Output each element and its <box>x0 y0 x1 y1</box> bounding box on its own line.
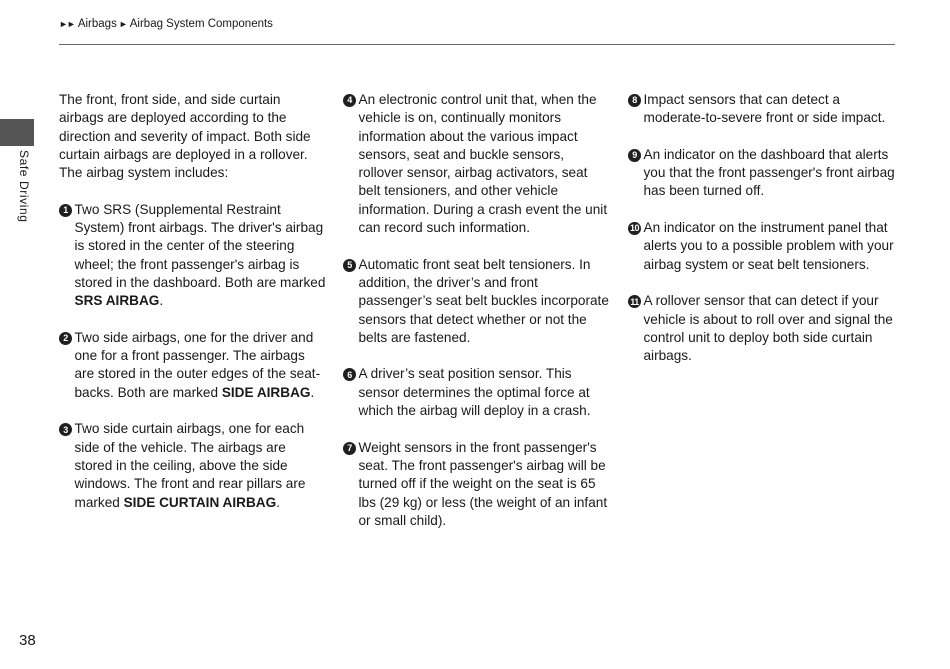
item-text: Two SRS (Supplemental Restraint System) front airbags. The driver's airbag is stored in the center of the steering wheel; the front passenger's airbag is stored in the dashboard. Both are marked SRS AIRBAG. <box>74 201 326 309</box>
list-item <box>343 365 611 420</box>
list-item <box>343 256 611 347</box>
item-number-badge: 8 <box>628 94 641 107</box>
item-text: An indicator on the instrument panel that alerts you to a possible problem with your airbag system or seat belt tensioners. <box>643 220 894 272</box>
list-item <box>628 146 896 201</box>
item-text: Weight sensors in the front passenger's seat. The front passenger's airbag will be turned off if the weight on the seat is 65 lbs (29 kg) or less (the weight of an infant or small child). <box>358 439 608 528</box>
column-1 <box>59 91 327 530</box>
item-number-badge: 1 <box>59 204 72 217</box>
list-item <box>343 91 611 237</box>
item-number-badge: 6 <box>343 368 356 381</box>
section-tab-label: Safe Driving <box>17 150 31 223</box>
header-rule <box>59 44 895 45</box>
item-text: An indicator on the dashboard that alerts you that the front passenger's front airbag has been turned off. <box>643 146 895 199</box>
list-item <box>628 91 896 128</box>
list-item <box>59 420 327 511</box>
breadcrumb-page: Airbag System Components <box>129 18 273 30</box>
airbag-marking: SIDE CURTAIN AIRBAG <box>123 494 277 510</box>
breadcrumb-section[interactable]: Airbags <box>77 18 117 30</box>
item-number-badge: 3 <box>59 423 72 436</box>
item-text: Automatic front seat belt tensioners. In addition, the driver’s and front passenger’s seat belt buckles incorporate sensors that detect whether or not the belts are fastened. <box>358 256 609 345</box>
item-number-badge: 5 <box>343 259 356 272</box>
page-number: 38 <box>19 632 36 649</box>
breadcrumb-arrows-icon: ►► <box>59 19 75 29</box>
item-text: Two side curtain airbags, one for each side of the vehicle. The airbags are stored in the ceiling, above the side windows. The front and rear pillars are marked SIDE CURTAIN AIRBAG. <box>74 421 306 510</box>
breadcrumb <box>59 18 273 30</box>
item-number-badge: 11 <box>628 295 641 308</box>
item-text: A rollover sensor that can detect if your vehicle is about to roll over and signal the control unit to deploy both side curtain airbags. <box>643 293 893 364</box>
column-2 <box>343 91 611 548</box>
list-item <box>343 439 611 530</box>
list-item <box>628 219 896 274</box>
list-item <box>628 292 896 365</box>
column-3 <box>628 91 896 384</box>
item-text: A driver’s seat position sensor. This sensor determines the optimal force at which the airbag will deploy in a crash. <box>358 366 591 419</box>
intro-paragraph: The front, front side, and side curtain airbags are deployed according to the direction and severity of impact. Both side curtain airbags are deployed in a rollover. The airbag system includes: <box>59 92 311 181</box>
item-number-badge: 7 <box>343 442 356 455</box>
item-text: Impact sensors that can detect a moderate-to-severe front or side impact. <box>643 92 886 126</box>
breadcrumb-separator-icon: ► <box>118 19 127 29</box>
list-item <box>59 329 327 402</box>
airbag-marking: SIDE AIRBAG <box>221 384 311 400</box>
item-number-badge: 9 <box>628 149 641 162</box>
item-number-badge: 4 <box>343 94 356 107</box>
item-number-badge: 2 <box>59 332 72 345</box>
item-text: An electronic control unit that, when the vehicle is on, continually monitors information about the various impact sensors, seat and buckle sensors, rollover sensor, airbag activators, seat belt tensioners, and other vehicle information. During a crash event the unit can record such information. <box>358 92 608 236</box>
airbag-marking: SRS AIRBAG <box>74 293 160 309</box>
section-tab-marker <box>0 119 34 146</box>
item-number-badge: 10 <box>629 223 639 234</box>
list-item <box>59 201 327 311</box>
item-text: Two side airbags, one for the driver and one for a front passenger. The airbags are stored in the outer edges of the seat-backs. Both are marked SIDE AIRBAG. <box>74 329 321 400</box>
